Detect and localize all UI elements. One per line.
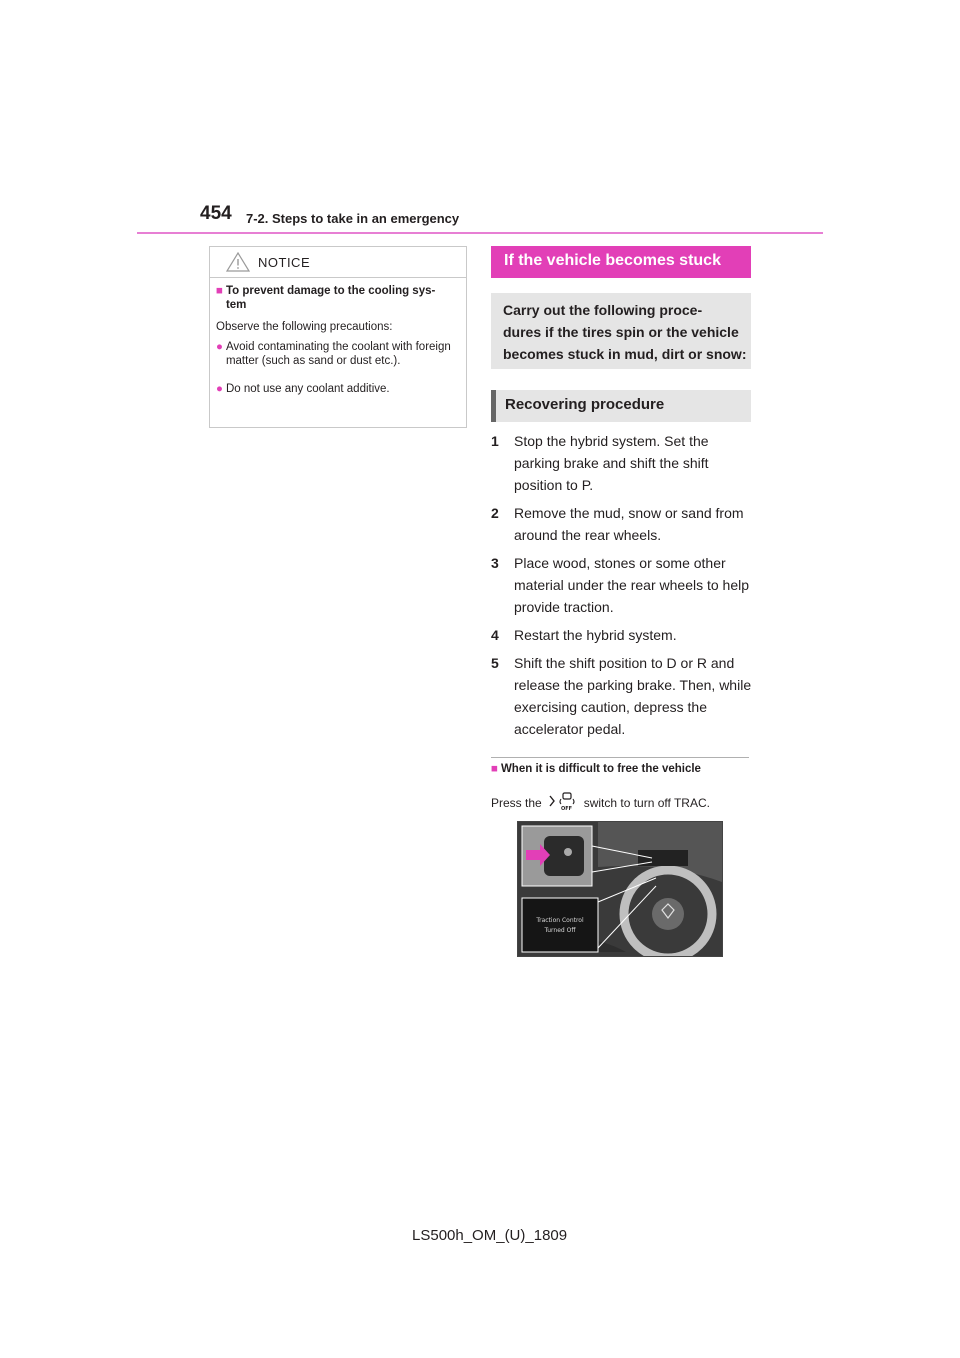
caution-triangle-icon — [226, 252, 250, 277]
free-text-after: switch to turn off TRAC. — [583, 795, 710, 810]
footer-doc-code: LS500h_OM_(U)_1809 — [412, 1227, 568, 1244]
display-text-line1: Traction Control — [536, 917, 584, 924]
step-item — [491, 624, 755, 646]
square-bullet-icon: ■ — [491, 763, 498, 775]
free-vehicle-text — [491, 791, 710, 814]
step-item — [491, 552, 755, 618]
main-title: If the vehicle becomes stuck — [491, 246, 751, 278]
notice-body — [210, 278, 466, 396]
page-number: 454 — [200, 203, 232, 224]
step-number: 1 — [491, 433, 499, 449]
section-divider — [491, 757, 749, 758]
notice-subheading-text: To prevent damage to the cooling sys- tem — [225, 285, 436, 311]
step-number: 3 — [491, 555, 499, 571]
step-item — [491, 502, 755, 546]
steps-list — [491, 430, 755, 746]
svg-text:OFF: OFF — [560, 806, 572, 811]
step-item — [491, 652, 755, 740]
notice-intro: Observe the following precautions: — [216, 321, 393, 333]
notice-item — [216, 382, 458, 396]
bullet-dot-icon: ● — [216, 383, 223, 395]
step-number: 5 — [491, 655, 499, 671]
step-text: Restart the hybrid system. — [514, 627, 677, 643]
step-text: Remove the mud, snow or sand from around the rear wheels. — [514, 505, 744, 543]
free-vehicle-heading — [491, 763, 701, 775]
free-text-before: Press the — [491, 795, 542, 810]
notice-item-text: Do not use any coolant additive. — [225, 383, 390, 395]
notice-item — [216, 340, 458, 368]
step-number: 2 — [491, 505, 499, 521]
notice-box — [209, 246, 467, 428]
step-text: Stop the hybrid system. Set the parking brake and shift the shift position to P. — [514, 433, 709, 493]
step-text: Shift the shift position to D or R and release the parking brake. Then, while exercising caution, depress the accelerator pedal. — [514, 655, 752, 737]
trac-off-icon — [548, 791, 578, 814]
free-vehicle-heading-text: When it is difficult to free the vehicle — [500, 763, 701, 775]
notice-subheading — [216, 284, 458, 312]
step-number: 4 — [491, 627, 499, 643]
intro-box: Carry out the following proce- dures if the tires spin or the vehicle becomes stuck in mud, dirt or snow: — [491, 293, 751, 369]
step-item — [491, 430, 755, 496]
display-text-line2: Turned Off — [544, 927, 576, 934]
dashboard-illustration — [517, 821, 723, 957]
procedure-heading: Recovering procedure — [491, 390, 751, 422]
square-bullet-icon: ■ — [216, 285, 223, 297]
step-text: Place wood, stones or some other material under the rear wheels to help provide traction. — [514, 555, 750, 615]
notice-title: NOTICE — [258, 255, 311, 270]
notice-header — [210, 247, 466, 278]
bullet-dot-icon: ● — [216, 341, 223, 353]
header-rule — [137, 232, 823, 234]
notice-item-text: Avoid contaminating the coolant with foreign matter (such as sand or dust etc.). — [225, 341, 451, 367]
section-title: 7-2. Steps to take in an emergency — [246, 211, 460, 226]
